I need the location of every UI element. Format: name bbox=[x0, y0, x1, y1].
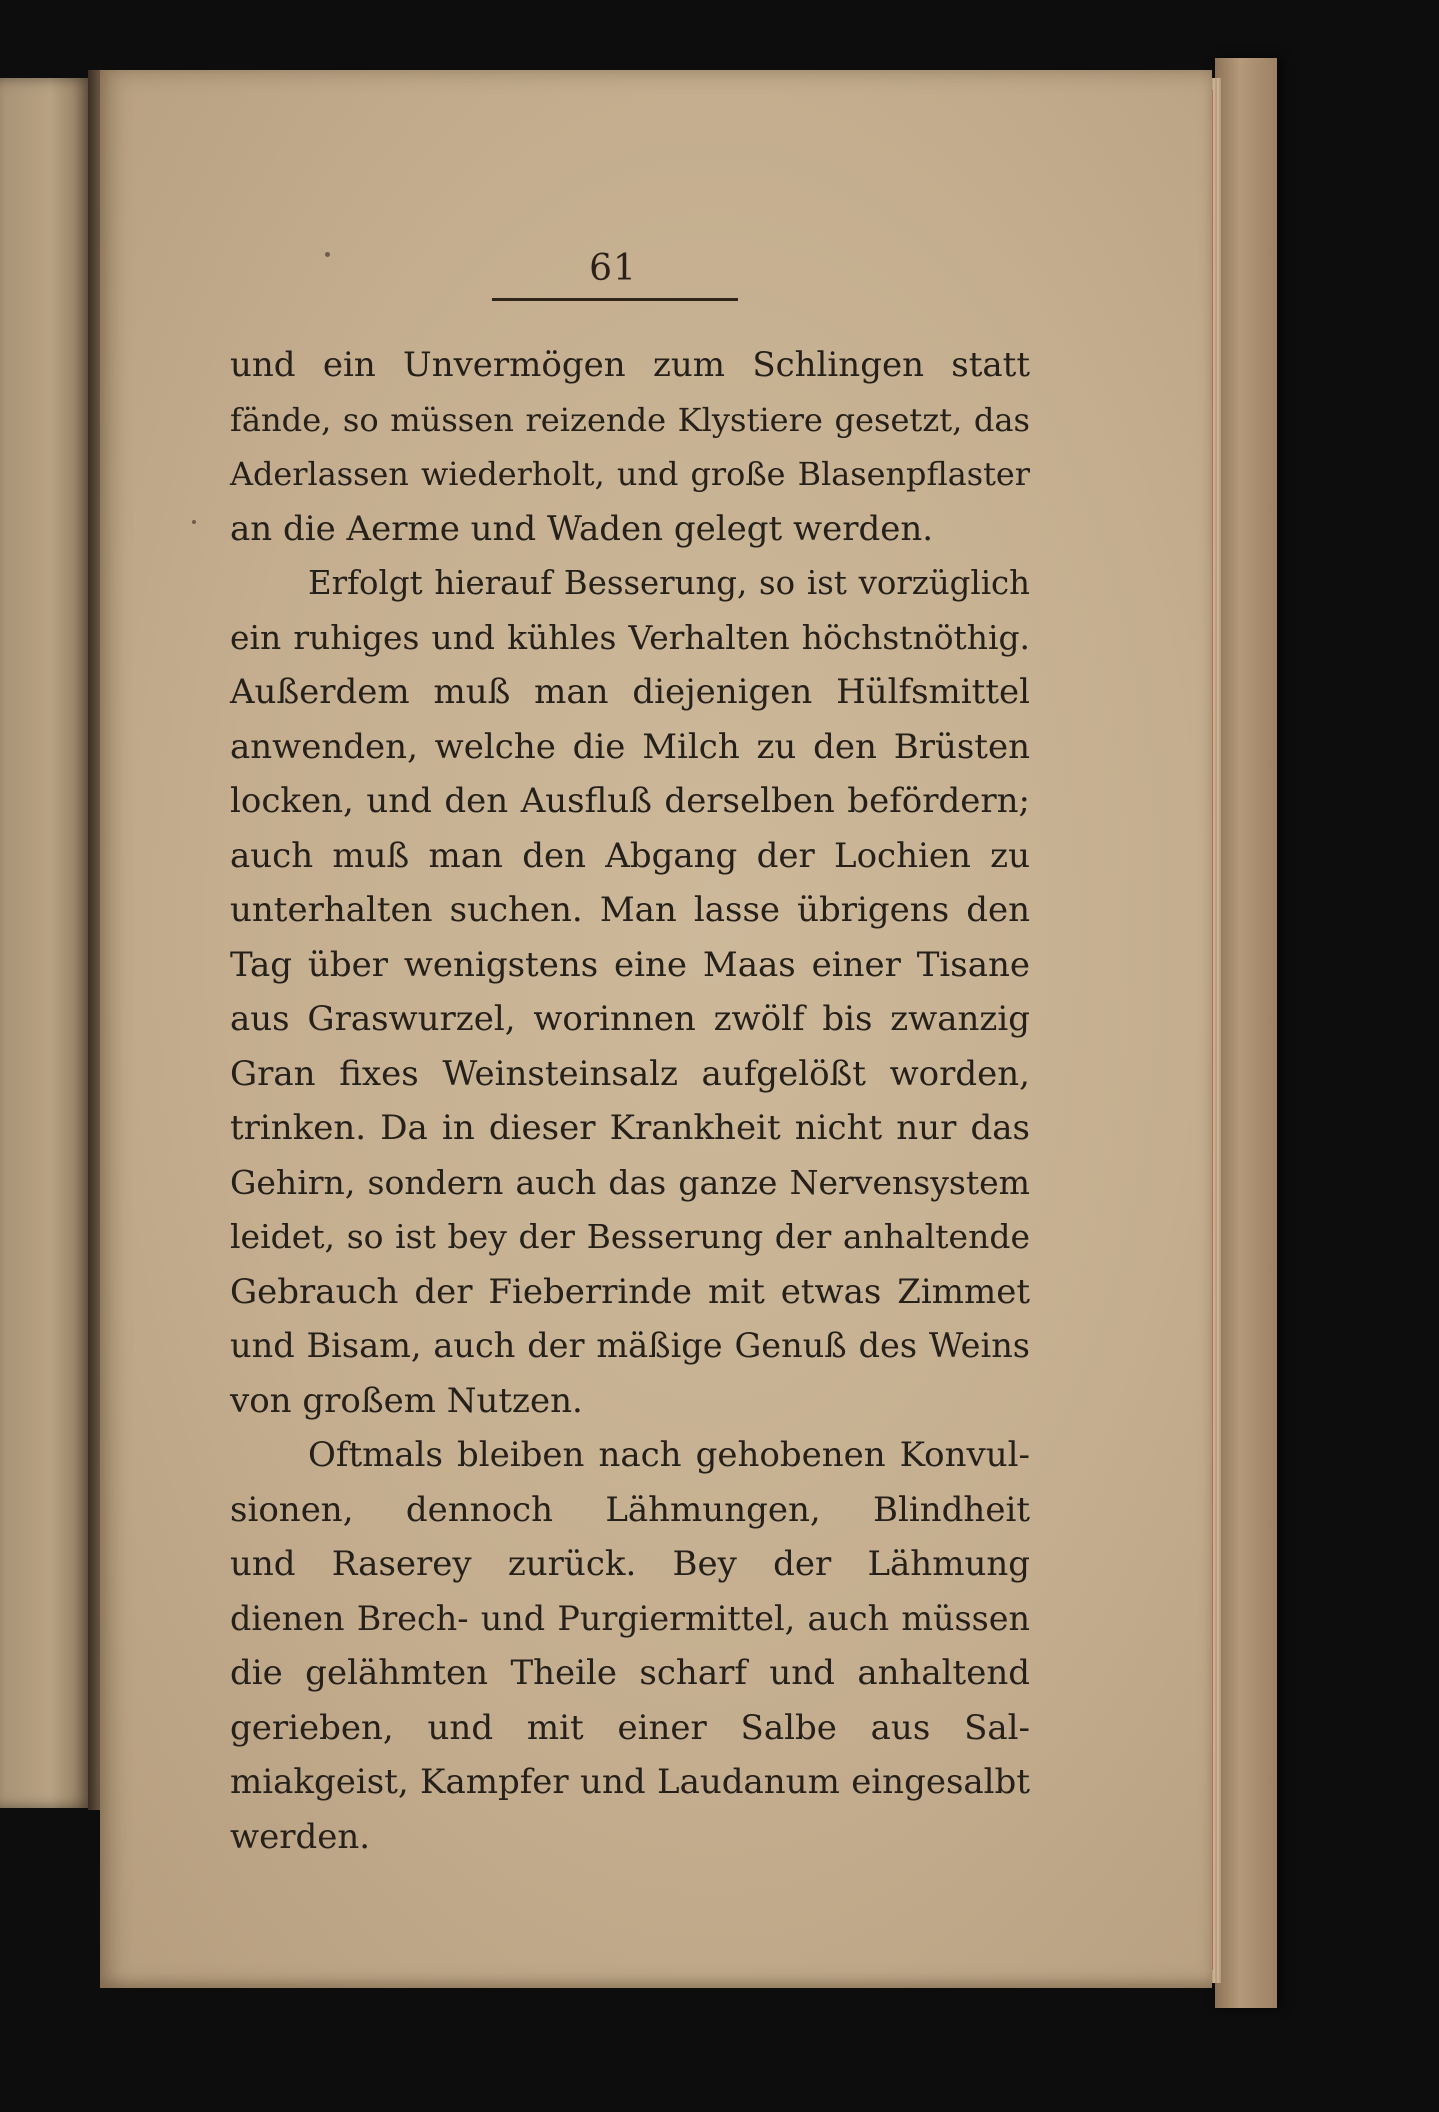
text-line: und Bisam, auch der mäßige Genuß des Weins bbox=[230, 1326, 1030, 1365]
text-line: von großem Nutzen. bbox=[230, 1380, 583, 1421]
text-line: Erfolgt hierauf Besserung, so ist vorzüglich bbox=[308, 564, 1030, 602]
paper-speck bbox=[192, 520, 196, 524]
text-line: ein ruhiges und kühles Verhalten höchstnöthig. bbox=[230, 617, 1030, 657]
text-line: und ein Unvermögen zum Schlingen statt bbox=[230, 345, 1030, 385]
page-text bbox=[230, 338, 1030, 1864]
text-line: an die Aerme und Waden gelegt werden. bbox=[230, 508, 934, 549]
text-line: sionen, dennoch Lähmungen, Blindheit bbox=[230, 1489, 1030, 1530]
text-line: Tag über wenigstens eine Maas einer Tisane bbox=[230, 944, 1030, 985]
book-cover-edge bbox=[1215, 58, 1277, 2008]
text-line: anwenden, welche die Milch zu den Brüsten bbox=[230, 726, 1030, 767]
text-line: miakgeist, Kampfer und Laudanum eingesalbt bbox=[230, 1762, 1030, 1802]
text-line: unterhalten suchen. Man lasse übrigens den bbox=[230, 890, 1030, 930]
text-line: die gelähmten Theile scharf und anhaltend bbox=[230, 1653, 1030, 1693]
text-line: werden. bbox=[230, 1816, 371, 1857]
header-rule bbox=[492, 298, 738, 301]
text-line: Aderlassen wiederholt, und große Blasenpflaster bbox=[230, 455, 1030, 493]
text-line: gerieben, und mit einer Salbe aus Sal- bbox=[230, 1707, 1030, 1748]
text-line: Gebrauch der Fieberrinde mit etwas Zimmet bbox=[230, 1271, 1030, 1312]
text-line: Oftmals bleiben nach gehobenen Konvul- bbox=[308, 1435, 1030, 1475]
text-line: auch muß man den Abgang der Lochien zu bbox=[230, 835, 1030, 876]
text-line: und Raserey zurück. Bey der Lähmung bbox=[230, 1544, 1030, 1584]
page-number: 61 bbox=[589, 248, 637, 289]
text-line: leidet, so ist bey der Besserung der anhaltende bbox=[230, 1217, 1030, 1256]
text-line: dienen Brech- und Purgiermittel, auch müssen bbox=[230, 1598, 1030, 1638]
text-line: Gran fixes Weinsteinsalz aufgelößt worden, bbox=[230, 1053, 1030, 1094]
text-line: aus Graswurzel, worinnen zwölf bis zwanzig bbox=[230, 999, 1030, 1039]
text-line: Gehirn, sondern auch das ganze Nervensystem bbox=[230, 1162, 1030, 1202]
text-line: fände, so müssen reizende Klystiere gesetzt, das bbox=[230, 400, 1030, 439]
paper-speck bbox=[325, 252, 330, 257]
text-line: trinken. Da in dieser Krankheit nicht nur das bbox=[230, 1108, 1030, 1148]
text-line: Außerdem muß man diejenigen Hülfsmittel bbox=[230, 672, 1030, 712]
previous-page-edge bbox=[0, 78, 92, 1808]
text-line: locken, und den Ausfluß derselben befördern; bbox=[230, 781, 1030, 821]
